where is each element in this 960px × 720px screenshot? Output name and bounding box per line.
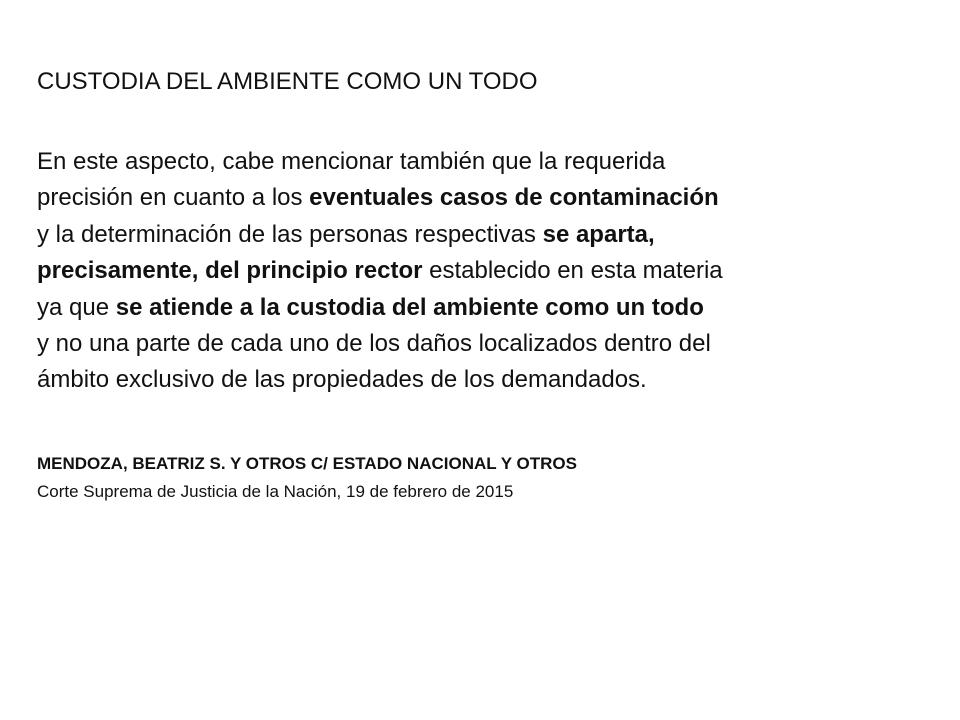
- quote-text: y la determinación de las personas respectivas: [37, 220, 543, 248]
- quote-text: ya que: [37, 293, 116, 321]
- quote-emphasis: se atiende a la custodia del ambiente como un todo: [115, 293, 704, 321]
- quote-emphasis: eventuales casos de contaminación: [309, 184, 719, 212]
- court-and-date: Corte Suprema de Justicia de la Nación, 19 de febrero de 2015: [37, 482, 514, 501]
- citation: [37, 450, 577, 506]
- quote-line-5: [37, 290, 952, 326]
- quote-line-3: [37, 217, 952, 253]
- quote-emphasis: precisamente, del principio rector: [37, 257, 423, 285]
- quote-text: precisión en cuanto a los: [37, 184, 310, 212]
- quote-text: ámbito exclusivo de las propiedades de los demandados.: [37, 366, 647, 394]
- quote-line-7: [37, 362, 952, 398]
- quote-paragraph: [37, 144, 952, 399]
- quote-line-1: [37, 144, 952, 180]
- quote-text: establecido en esta materia: [422, 257, 723, 285]
- quote-text: y no una parte de cada uno de los daños localizados dentro del: [37, 330, 711, 358]
- quote-line-2: [37, 180, 952, 216]
- quote-line-6: [37, 326, 952, 362]
- quote-emphasis: se aparta,: [542, 220, 655, 248]
- slide-title: CUSTODIA DEL AMBIENTE COMO UN TODO: [37, 68, 538, 95]
- quote-text: En este aspecto, cabe mencionar también que la requerida: [37, 148, 666, 175]
- case-name: MENDOZA, BEATRIZ S. Y OTROS C/ ESTADO NACIONAL Y OTROS: [37, 454, 577, 473]
- quote-line-4: [37, 253, 952, 289]
